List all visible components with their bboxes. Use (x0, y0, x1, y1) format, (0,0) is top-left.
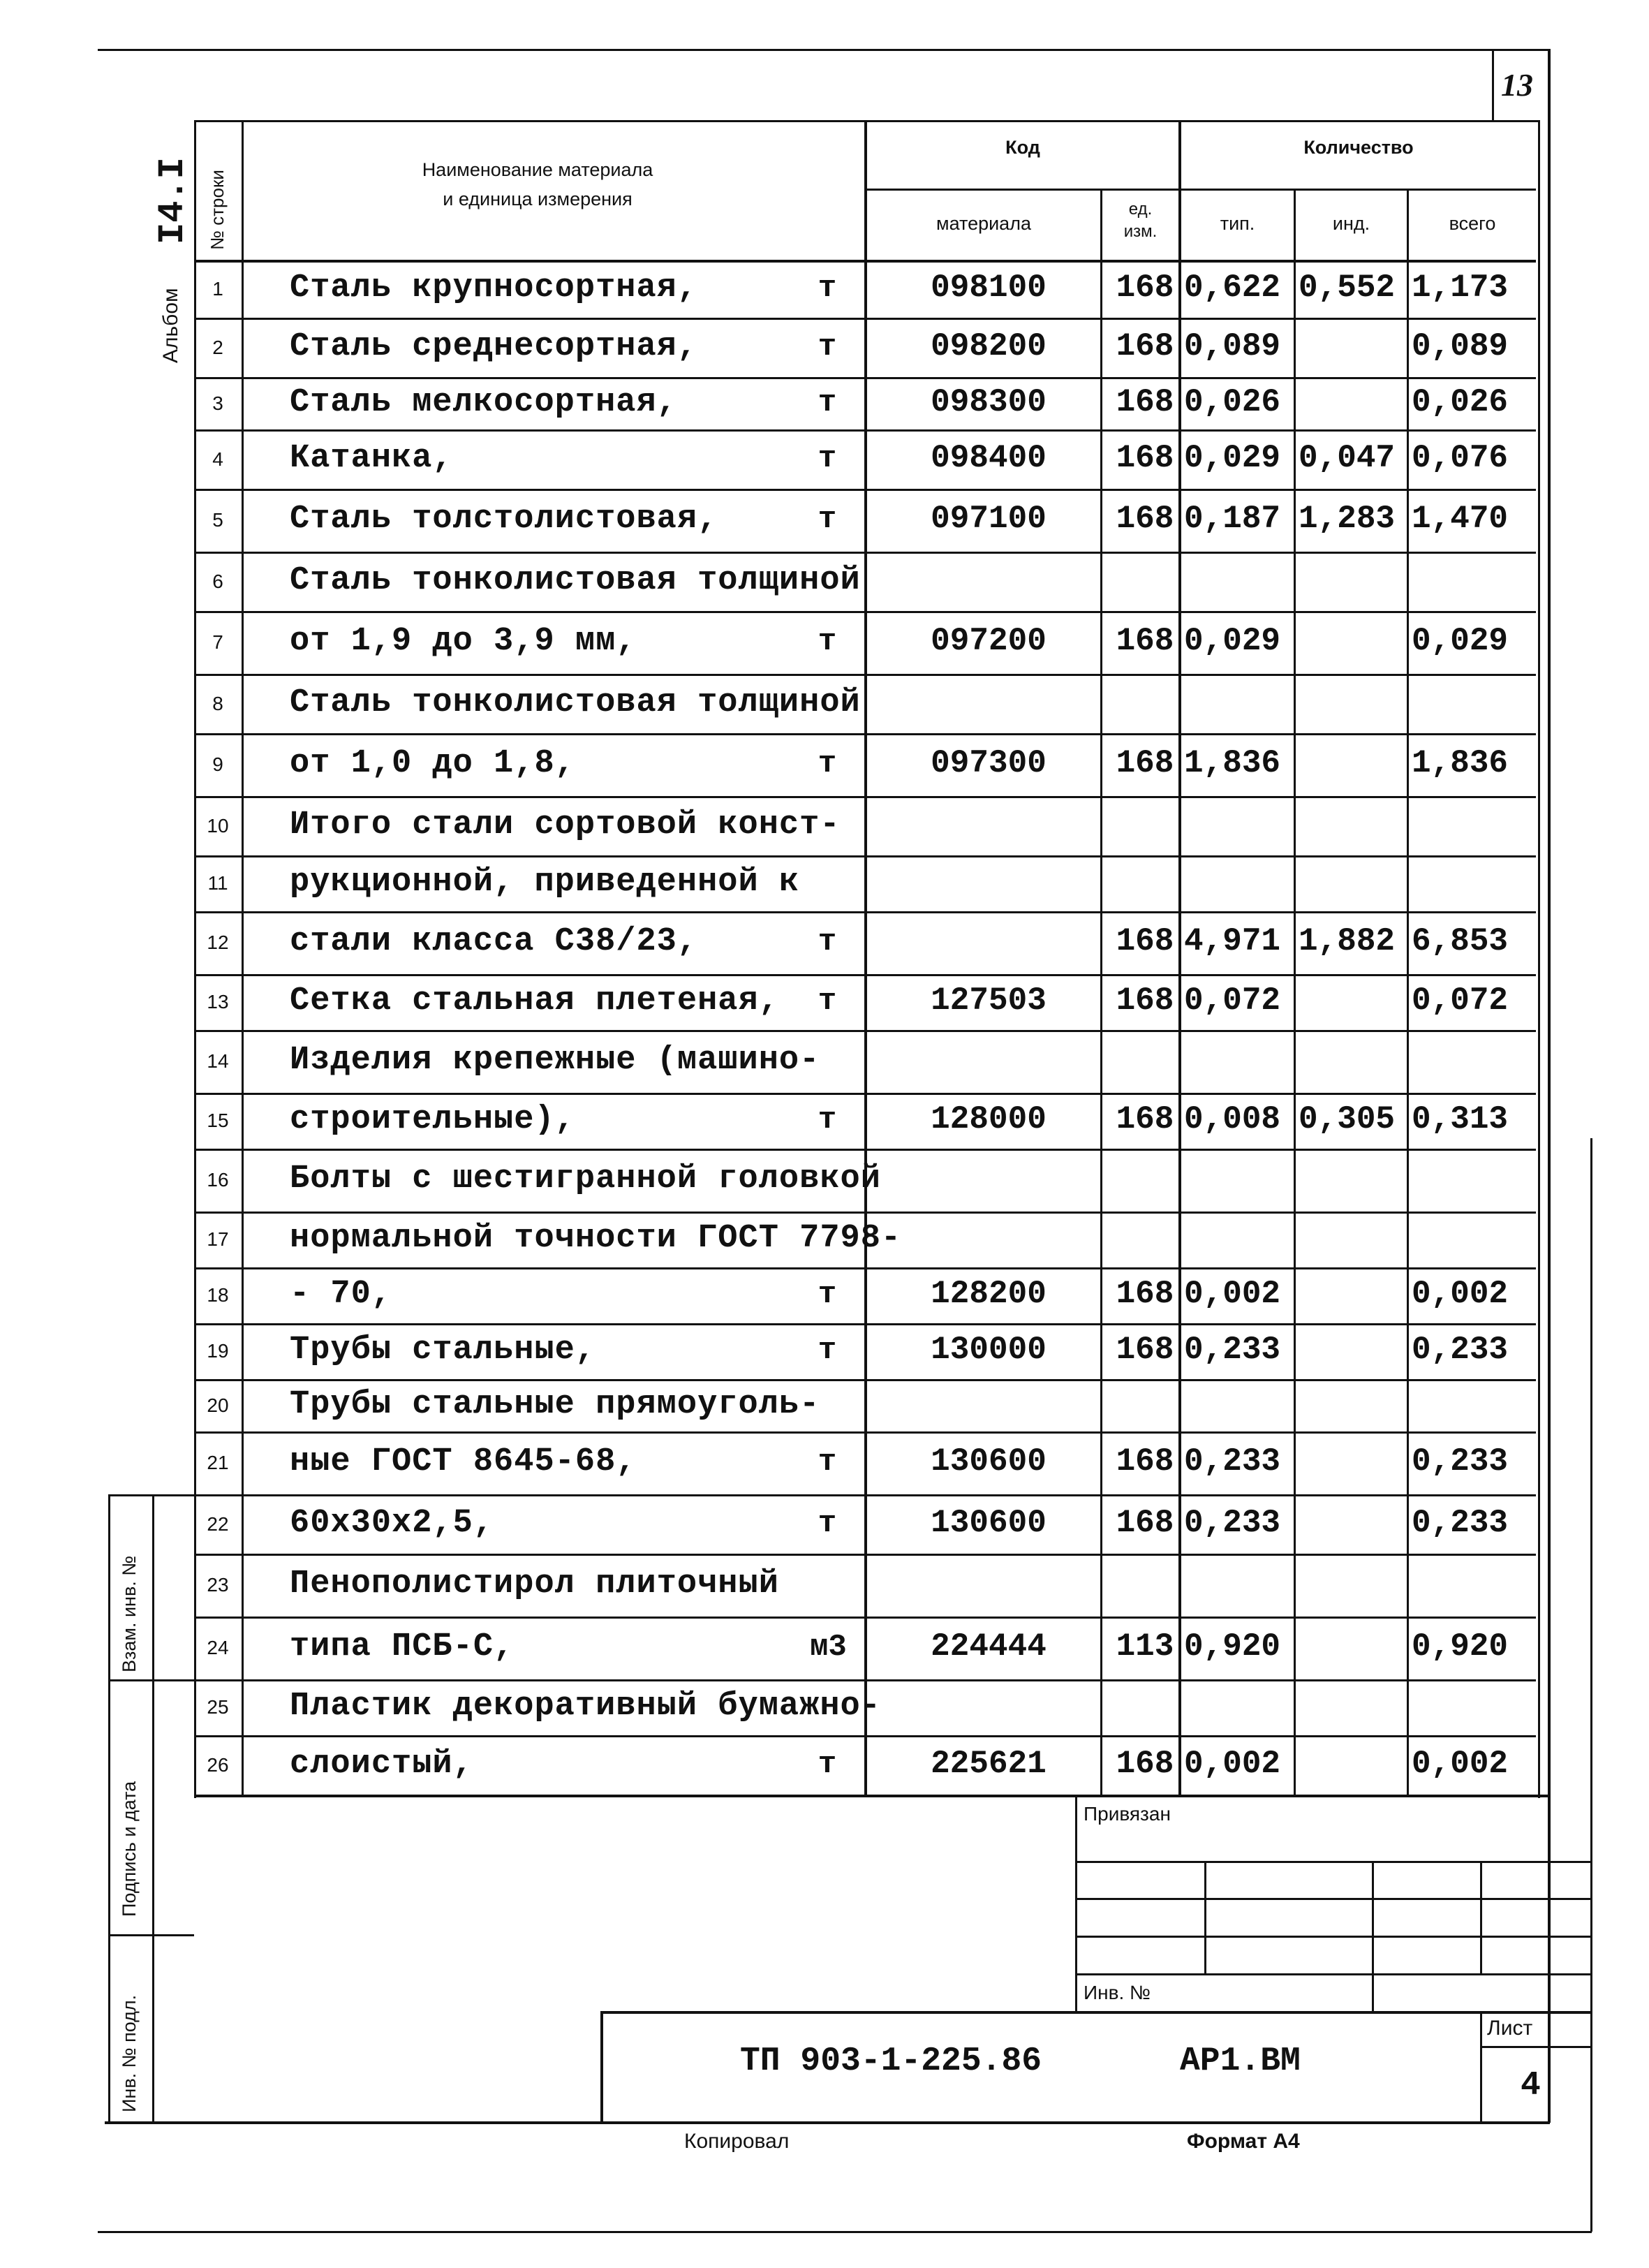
material-unit: т (818, 329, 837, 364)
material-code: 098300 (931, 383, 1047, 420)
row-divider (194, 855, 1536, 857)
qty-type: 0,622 (1184, 269, 1281, 306)
header-qty-total: всего (1449, 213, 1496, 234)
stamp-v2 (1372, 1861, 1374, 2012)
unit-code: 168 (1116, 982, 1174, 1019)
header-row-no: № строки (207, 170, 228, 250)
material-name: строительные), (290, 1101, 575, 1138)
material-code: 127503 (931, 982, 1047, 1019)
bottom-border-line (105, 2121, 1550, 2124)
header-code-material: материала (936, 213, 1031, 234)
row-divider (194, 1617, 1536, 1619)
material-unit: м3 (810, 1630, 847, 1665)
unit-code: 168 (1116, 501, 1174, 537)
qty-type: 0,026 (1184, 383, 1281, 420)
stamp-attached: Привязан (1084, 1803, 1171, 1825)
row-number: 17 (207, 1228, 229, 1250)
qty-total: 1,836 (1412, 745, 1509, 781)
qty-total: 0,313 (1412, 1101, 1509, 1137)
qty-ind: 0,305 (1299, 1101, 1396, 1137)
row-number: 18 (207, 1284, 229, 1306)
material-name: Сетка стальная плетеная, (290, 982, 779, 1019)
row-number: 21 (207, 1452, 229, 1473)
row-number: 6 (212, 570, 223, 592)
material-unit: т (818, 984, 837, 1019)
row-number: 26 (207, 1753, 229, 1776)
material-name: 60х30х2,5, (290, 1504, 494, 1542)
material-code: 098200 (931, 327, 1047, 364)
row-number: 10 (207, 814, 229, 837)
row-divider (194, 1735, 1536, 1737)
unit-code: 168 (1116, 1443, 1174, 1480)
row-number: 16 (207, 1169, 229, 1191)
qty-type: 0,029 (1184, 439, 1281, 476)
row-number: 19 (207, 1340, 229, 1362)
row-number: 4 (212, 448, 223, 470)
unit-code: 113 (1116, 1628, 1174, 1665)
row-number: 14 (207, 1050, 229, 1072)
material-unit: т (818, 1445, 837, 1480)
row-number: 11 (207, 872, 228, 894)
qty-ind: 1,882 (1299, 923, 1396, 959)
header-code-unit-1: ед. (1128, 200, 1153, 219)
qty-total: 0,026 (1412, 383, 1509, 420)
col-line-code (864, 120, 867, 1796)
qty-total: 1,173 (1412, 269, 1509, 306)
row-divider (194, 1212, 1536, 1214)
album-number: I4.I (152, 157, 193, 244)
outer-right-line (1590, 1138, 1592, 2232)
material-unit: т (818, 441, 837, 476)
qty-type: 0,233 (1184, 1332, 1281, 1368)
title-block-top (600, 2011, 1592, 2014)
material-name: рукционной, приведенной к (290, 864, 800, 901)
qty-ind: 1,283 (1299, 501, 1396, 537)
material-unit: т (818, 1103, 837, 1137)
row-divider (194, 489, 1536, 491)
qty-total: 0,029 (1412, 623, 1509, 659)
qty-type: 0,187 (1184, 501, 1281, 537)
material-unit: т (818, 270, 837, 306)
header-sub-line (864, 189, 1536, 191)
row-divider (194, 552, 1536, 554)
doc-part: АР1.ВМ (1180, 2042, 1301, 2080)
side-stamp-div2 (108, 1934, 194, 1936)
row-divider (194, 1030, 1536, 1032)
unit-code: 168 (1116, 383, 1174, 420)
doc-code: ТП 903-1-225.86 (740, 2042, 1042, 2080)
unit-code: 168 (1116, 623, 1174, 659)
header-code-unit-2: изм. (1123, 222, 1158, 241)
material-name: Трубы стальные, (290, 1332, 596, 1369)
sheet-box-left (1480, 2011, 1482, 2123)
row-number: 8 (212, 692, 223, 714)
unit-code: 168 (1116, 269, 1174, 306)
stamp-h3 (1075, 1936, 1592, 1938)
material-code: 098400 (931, 439, 1047, 476)
material-unit: т (818, 502, 837, 537)
sheet-mark: 13 (1501, 67, 1533, 103)
stamp-inv-no: Инв. № (1084, 1982, 1151, 2003)
material-unit: т (818, 746, 837, 781)
unit-code: 168 (1116, 327, 1174, 364)
material-name: Пенополистирол плиточный (290, 1566, 779, 1603)
row-number: 15 (207, 1110, 229, 1131)
material-name: нормальной точности ГОСТ 7798- (290, 1220, 902, 1257)
material-code: 128200 (931, 1276, 1047, 1312)
row-divider (194, 377, 1536, 379)
unit-code: 168 (1116, 1101, 1174, 1137)
qty-type: 0,002 (1184, 1745, 1281, 1782)
row-number: 1 (212, 277, 223, 300)
material-unit: т (818, 1746, 837, 1782)
sheet-box-mid (1480, 2046, 1592, 2048)
sheet-mark-box-left (1492, 49, 1494, 120)
row-divider (194, 1093, 1536, 1095)
row-number: 9 (212, 753, 223, 775)
row-number: 3 (212, 392, 223, 414)
row-number: 24 (207, 1637, 229, 1658)
col-line-rowno (242, 120, 244, 1796)
row-divider (194, 1554, 1536, 1556)
material-code: 097300 (931, 745, 1047, 781)
material-code: 130600 (931, 1443, 1047, 1480)
header-qty-ind: инд. (1332, 213, 1370, 234)
header-name-line1: Наименование материала (422, 159, 653, 180)
side-stamp-inner-line (152, 1494, 154, 2123)
row-number: 7 (212, 631, 223, 653)
header-quantity: Количество (1303, 137, 1414, 158)
material-name: Сталь толстолистовая, (290, 501, 718, 538)
qty-total: 0,076 (1412, 439, 1509, 476)
qty-type: 4,971 (1184, 923, 1281, 959)
row-divider (194, 429, 1536, 432)
qty-total: 1,470 (1412, 501, 1509, 537)
row-divider (194, 1679, 1536, 1681)
material-name: стали класса С38/23, (290, 923, 698, 960)
album-label: Альбом (159, 288, 182, 363)
row-number: 2 (212, 336, 223, 358)
row-number: 22 (207, 1512, 229, 1535)
side-label-podpis: Подпись и дата (119, 1781, 140, 1917)
unit-code: 168 (1116, 923, 1174, 959)
side-label-vzam: Взам. инв. № (119, 1555, 140, 1672)
row-divider (194, 1267, 1536, 1269)
row-number: 23 (207, 1574, 229, 1596)
header-qty-type: тип. (1220, 213, 1255, 234)
row-number: 12 (207, 932, 229, 953)
row-number: 20 (207, 1394, 229, 1416)
material-name: Изделия крепежные (машино- (290, 1042, 820, 1079)
header-bottom-line (194, 260, 1536, 263)
left-border-line (108, 1494, 110, 2123)
outer-bottom-line (98, 2231, 1592, 2233)
material-unit: т (818, 1333, 837, 1368)
header-code: Код (1005, 137, 1040, 158)
material-name: Итого стали сортовой конст- (290, 806, 841, 844)
row-divider (194, 974, 1536, 976)
row-number: 5 (212, 509, 223, 531)
material-code: 225621 (931, 1745, 1047, 1782)
row-divider (194, 674, 1536, 676)
material-unit: т (818, 925, 837, 959)
material-name: - 70, (290, 1276, 392, 1313)
qty-type: 0,920 (1184, 1628, 1281, 1665)
title-block-left (600, 2011, 603, 2123)
footer-format: Формат А4 (1187, 2130, 1300, 2153)
row-number: 13 (207, 991, 229, 1012)
sheet-label: Лист (1487, 2017, 1533, 2040)
qty-total: 0,002 (1412, 1276, 1509, 1312)
material-name: Сталь тонколистовая толщиной (290, 561, 861, 599)
unit-code: 168 (1116, 439, 1174, 476)
material-name: Трубы стальные прямоуголь- (290, 1385, 820, 1423)
unit-code: 168 (1116, 1504, 1174, 1541)
row-divider (194, 1379, 1536, 1381)
material-code: 128000 (931, 1101, 1047, 1137)
qty-total: 0,233 (1412, 1504, 1509, 1541)
qty-type: 0,008 (1184, 1101, 1281, 1137)
row-divider (194, 611, 1536, 613)
stamp-h2 (1075, 1898, 1592, 1900)
unit-code: 168 (1116, 1745, 1174, 1782)
material-unit: т (818, 624, 837, 659)
qty-type: 0,002 (1184, 1276, 1281, 1312)
material-code: 224444 (931, 1628, 1047, 1665)
row-divider (194, 318, 1536, 320)
row-divider (194, 796, 1536, 798)
side-stamp-top (108, 1494, 194, 1496)
stamp-v3 (1480, 1861, 1482, 1974)
stamp-left-line (1075, 1795, 1077, 2012)
material-name: Болты с шестигранной головкой (290, 1161, 881, 1198)
row-divider (194, 1149, 1536, 1151)
qty-ind: 0,552 (1299, 269, 1396, 306)
material-name: типа ПСБ-С, (290, 1628, 515, 1665)
qty-total: 0,089 (1412, 327, 1509, 364)
row-number: 25 (207, 1696, 229, 1718)
qty-total: 0,920 (1412, 1628, 1509, 1665)
unit-code: 168 (1116, 745, 1174, 781)
material-code: 098100 (931, 269, 1047, 306)
material-code: 130600 (931, 1504, 1047, 1541)
unit-code: 168 (1116, 1276, 1174, 1312)
material-name: Сталь тонколистовая толщиной (290, 684, 861, 721)
side-label-inv-podl: Инв. № подл. (119, 1994, 140, 2112)
row-divider (194, 1431, 1536, 1434)
material-name: Сталь мелкосортная, (290, 383, 677, 421)
material-name: от 1,9 до 3,9 мм, (290, 623, 637, 660)
material-code: 097200 (931, 623, 1047, 659)
qty-total: 6,853 (1412, 923, 1509, 959)
qty-type: 0,233 (1184, 1443, 1281, 1480)
row-divider (194, 911, 1536, 913)
qty-total: 0,233 (1412, 1443, 1509, 1480)
material-name: от 1,0 до 1,8, (290, 745, 575, 782)
footer-copied: Копировал (684, 2130, 790, 2153)
qty-ind: 0,047 (1299, 439, 1396, 476)
row-divider (194, 1323, 1536, 1325)
qty-type: 0,072 (1184, 982, 1281, 1019)
header-name-line2: и единица измерения (443, 189, 633, 209)
qty-total: 0,233 (1412, 1332, 1509, 1368)
qty-total: 0,002 (1412, 1745, 1509, 1782)
qty-total: 0,072 (1412, 982, 1509, 1019)
unit-code: 168 (1116, 1332, 1174, 1368)
material-name: Сталь среднесортная, (290, 327, 698, 365)
material-unit: т (818, 385, 837, 420)
side-stamp-div1 (108, 1679, 194, 1681)
qty-type: 0,089 (1184, 327, 1281, 364)
material-code: 097100 (931, 501, 1047, 537)
right-border-line (1548, 49, 1551, 2123)
table-bottom-line (194, 1795, 1550, 1797)
qty-type: 0,233 (1184, 1504, 1281, 1541)
top-border-line (98, 49, 1550, 51)
sheet-number: 4 (1521, 2067, 1541, 2105)
row-divider (194, 733, 1536, 735)
material-name: ные ГОСТ 8645-68, (290, 1443, 637, 1480)
material-code: 130000 (931, 1332, 1047, 1368)
qty-type: 1,836 (1184, 745, 1281, 781)
qty-type: 0,029 (1184, 623, 1281, 659)
material-unit: т (818, 1505, 837, 1541)
material-name: Катанка, (290, 439, 453, 477)
row-divider (194, 1494, 1536, 1496)
stamp-v1 (1204, 1861, 1206, 1974)
stamp-h1 (1075, 1861, 1592, 1863)
material-name: Пластик декоративный бумажно- (290, 1688, 881, 1725)
stamp-h4 (1075, 1973, 1592, 1975)
material-name: слоистый, (290, 1745, 473, 1783)
material-unit: т (818, 1277, 837, 1312)
material-name: Сталь крупносортная, (290, 269, 698, 307)
